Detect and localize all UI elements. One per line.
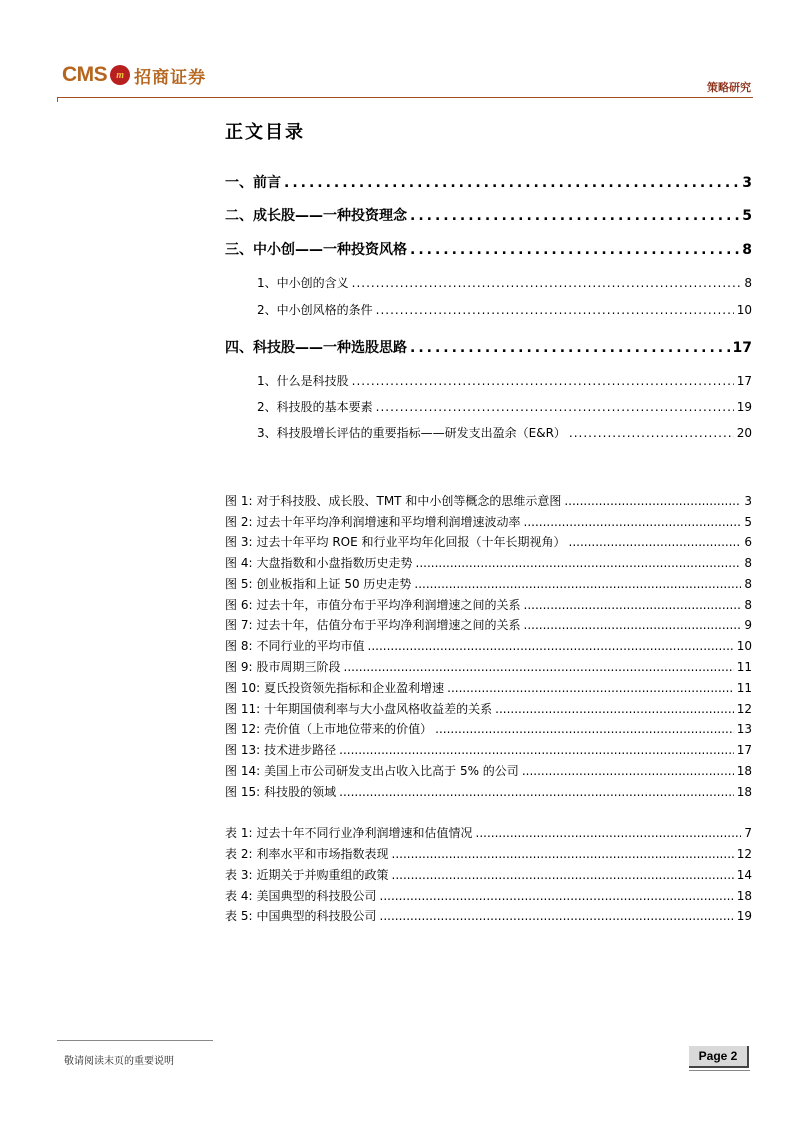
figure-label: 过去十年，市值分布于平均净利润增速之间的关系 — [256, 598, 521, 612]
toc-title: 正文目录 — [225, 122, 305, 143]
toc-label: 成长股——一种投资理念 — [253, 208, 407, 224]
toc-subentry[interactable] — [225, 301, 752, 318]
figure-number: 图 15: — [225, 785, 261, 799]
page-number-badge: Page 2 — [689, 1046, 749, 1068]
figure-page: 5 — [744, 515, 752, 529]
figure-entry[interactable] — [225, 762, 752, 779]
toc-subentry[interactable] — [225, 424, 752, 441]
figure-number: 图 10: — [225, 681, 261, 695]
figure-entry[interactable] — [225, 741, 752, 758]
figure-number: 图 2: — [225, 515, 253, 529]
toc-label: 中小创——一种投资风格 — [253, 242, 407, 258]
figure-entry[interactable] — [225, 492, 752, 509]
figure-page: 8 — [744, 577, 752, 591]
toc-label: 科技股——一种选股思路 — [253, 340, 407, 356]
dot-leader — [352, 374, 734, 388]
dot-leader — [339, 785, 734, 799]
figure-number: 图 9: — [225, 660, 253, 674]
dot-leader — [410, 242, 739, 258]
figure-entry[interactable] — [225, 783, 752, 800]
dot-leader — [495, 702, 734, 716]
table-number: 表 2: — [225, 847, 253, 861]
toc-page: 20 — [736, 426, 752, 440]
figure-label: 不同行业的平均市值 — [256, 639, 365, 653]
toc-entry[interactable] — [225, 205, 752, 225]
figure-number: 图 14: — [225, 764, 261, 778]
table-label: 过去十年不同行业净利润增速和估值情况 — [256, 826, 473, 840]
table-number: 表 1: — [225, 826, 253, 840]
toc-entry[interactable] — [225, 172, 752, 192]
figure-entry[interactable] — [225, 596, 752, 613]
footer-disclaimer-note: 敬请阅读末页的重要说明 — [64, 1056, 174, 1067]
dot-leader — [352, 276, 742, 290]
table-number: 表 4: — [225, 889, 253, 903]
toc-label: 科技股的基本要素 — [276, 400, 373, 414]
figure-entry[interactable] — [225, 720, 752, 737]
toc-label: 什么是科技股 — [276, 374, 349, 388]
figure-number: 图 13: — [225, 743, 261, 757]
toc-number: 3、 — [257, 426, 277, 440]
dot-leader — [569, 535, 742, 549]
figure-label: 过去十年平均 ROE 和行业平均年化回报（十年长期视角） — [256, 535, 566, 549]
figure-label: 股市周期三阶段 — [256, 660, 341, 674]
dot-leader — [414, 577, 741, 591]
figure-page: 3 — [744, 494, 752, 508]
dot-leader — [410, 340, 730, 356]
figure-page: 18 — [736, 785, 752, 799]
table-number: 表 5: — [225, 909, 253, 923]
dot-leader — [564, 494, 741, 508]
figure-number: 图 4: — [225, 556, 253, 570]
dot-leader — [410, 208, 739, 224]
figure-page: 8 — [744, 598, 752, 612]
dot-leader — [524, 598, 742, 612]
logo-cms-text: CMS — [62, 63, 108, 86]
figure-entry[interactable] — [225, 700, 752, 717]
table-label: 近期关于并购重组的政策 — [256, 868, 389, 882]
toc-label: 中小创的含义 — [276, 276, 349, 290]
figure-label: 技术进步路径 — [264, 743, 337, 757]
page-rule — [689, 1070, 750, 1071]
figure-number: 图 11: — [225, 702, 261, 716]
figure-entry[interactable] — [225, 637, 752, 654]
table-label: 美国典型的科技股公司 — [256, 889, 377, 903]
figure-label: 十年期国债利率与大小盘风格收益差的关系 — [264, 702, 493, 716]
figure-entry[interactable] — [225, 658, 752, 675]
figure-entry[interactable] — [225, 533, 752, 550]
dot-leader — [339, 743, 734, 757]
table-label: 中国典型的科技股公司 — [256, 909, 377, 923]
figure-entry[interactable] — [225, 575, 752, 592]
figure-label: 夏氏投资领先指标和企业盈利增速 — [264, 681, 445, 695]
table-entry[interactable] — [225, 845, 752, 862]
dot-leader — [380, 889, 734, 903]
figure-entry[interactable] — [225, 679, 752, 696]
dot-leader — [524, 515, 742, 529]
figure-number: 图 3: — [225, 535, 253, 549]
toc-subentry[interactable] — [225, 274, 752, 291]
logo-chinese-name: 招商证券 — [134, 67, 207, 88]
header-rule — [57, 97, 753, 98]
figure-number: 图 7: — [225, 618, 253, 632]
figure-number: 图 5: — [225, 577, 253, 591]
dot-leader — [435, 722, 734, 736]
table-entry[interactable] — [225, 907, 752, 924]
table-label: 利率水平和市场指数表现 — [256, 847, 389, 861]
toc-page: 10 — [736, 303, 752, 317]
figure-page: 9 — [744, 618, 752, 632]
figure-number: 图 1: — [225, 494, 253, 508]
section-label: 策略研究 — [707, 81, 751, 94]
toc-page: 17 — [732, 340, 752, 356]
figure-page: 18 — [736, 764, 752, 778]
company-logo — [62, 62, 206, 88]
figure-page: 6 — [744, 535, 752, 549]
figure-page: 10 — [736, 639, 752, 653]
dot-leader — [524, 618, 742, 632]
toc-label: 中小创风格的条件 — [276, 303, 373, 317]
dot-leader — [376, 400, 734, 414]
toc-number: 二、 — [225, 208, 253, 224]
toc-page: 19 — [736, 400, 752, 414]
table-entry[interactable] — [225, 866, 752, 883]
dot-leader — [416, 556, 742, 570]
figure-label: 壳价值（上市地位带来的价值） — [264, 722, 433, 736]
table-page: 12 — [736, 847, 752, 861]
figure-page: 12 — [736, 702, 752, 716]
dot-leader — [522, 764, 734, 778]
dot-leader — [380, 909, 734, 923]
dot-leader — [368, 639, 734, 653]
toc-number: 2、 — [257, 303, 277, 317]
toc-number: 2、 — [257, 400, 277, 414]
footer-rule — [57, 1040, 213, 1041]
toc-number: 1、 — [257, 374, 277, 388]
figure-label: 大盘指数和小盘指数历史走势 — [256, 556, 413, 570]
figure-page: 17 — [736, 743, 752, 757]
figure-label: 对于科技股、成长股、TMT 和中小创等概念的思维示意图 — [256, 494, 562, 508]
dot-leader — [392, 847, 734, 861]
figure-number: 图 8: — [225, 639, 253, 653]
figure-page: 11 — [736, 681, 752, 695]
figure-label: 美国上市公司研发支出占收入比高于 5% 的公司 — [264, 764, 519, 778]
figure-label: 创业板指和上证 50 历史走势 — [256, 577, 412, 591]
table-number: 表 3: — [225, 868, 253, 882]
dot-leader — [476, 826, 742, 840]
page-header — [0, 0, 793, 100]
dot-leader — [569, 426, 734, 440]
figure-number: 图 12: — [225, 722, 261, 736]
figure-entry[interactable] — [225, 616, 752, 633]
toc-number: 四、 — [225, 340, 253, 356]
figure-page: 13 — [736, 722, 752, 736]
figure-label: 科技股的领域 — [264, 785, 337, 799]
figure-page: 11 — [736, 660, 752, 674]
toc-number: 三、 — [225, 242, 253, 258]
dot-leader — [447, 681, 734, 695]
dot-leader — [344, 660, 734, 674]
figure-entry[interactable] — [225, 554, 752, 571]
toc-subentry[interactable] — [225, 372, 752, 389]
table-page: 19 — [736, 909, 752, 923]
toc-subentry[interactable] — [225, 398, 752, 415]
toc-page: 17 — [736, 374, 752, 388]
figure-number: 图 6: — [225, 598, 253, 612]
toc-number: 一、 — [225, 175, 253, 191]
table-page: 7 — [744, 826, 752, 840]
toc-page: 8 — [742, 242, 752, 258]
figure-entry[interactable] — [225, 513, 752, 530]
figure-label: 过去十年，估值分布于平均净利润增速之间的关系 — [256, 618, 521, 632]
dot-leader — [376, 303, 734, 317]
table-page: 18 — [736, 889, 752, 903]
figure-page: 8 — [744, 556, 752, 570]
toc-page: 5 — [742, 208, 752, 224]
table-entry[interactable] — [225, 887, 752, 904]
toc-label: 前言 — [253, 175, 281, 191]
logo-badge-icon: m — [110, 65, 130, 85]
toc-page: 8 — [744, 276, 752, 290]
dot-leader — [392, 868, 734, 882]
toc-number: 1、 — [257, 276, 277, 290]
table-page: 14 — [736, 868, 752, 882]
figure-label: 过去十年平均净利润增速和平均增利润增速波动率 — [256, 515, 521, 529]
table-entry[interactable] — [225, 824, 752, 841]
toc-label: 科技股增长评估的重要指标——研发支出盈余（E&R） — [276, 426, 566, 440]
toc-page: 3 — [742, 175, 752, 191]
dot-leader — [284, 175, 739, 191]
header-rule-tick — [57, 98, 58, 102]
toc-entry[interactable] — [225, 337, 752, 357]
toc-entry[interactable] — [225, 239, 752, 259]
